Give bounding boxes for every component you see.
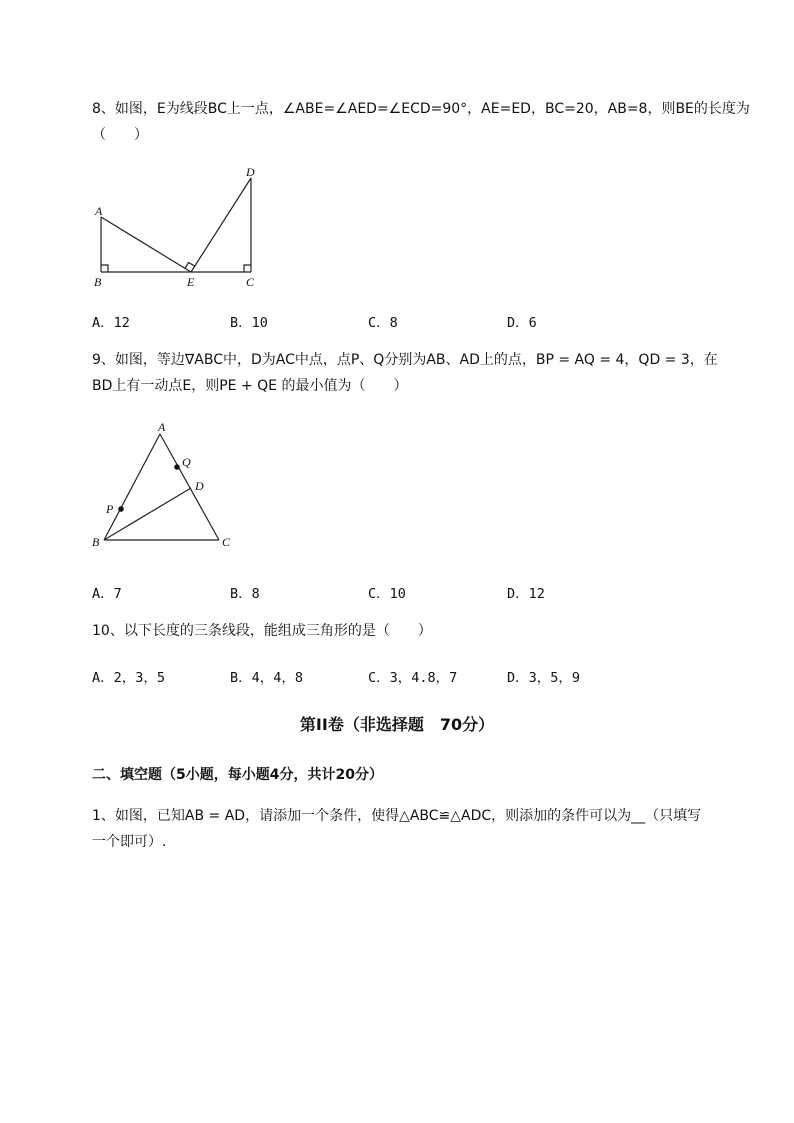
q8-segment-ae <box>101 217 191 272</box>
q9-segment-bd <box>104 488 191 540</box>
q8-option-a: A．12 <box>92 315 130 331</box>
q9-option-a: A．7 <box>92 586 122 602</box>
q9-point-q <box>174 464 180 470</box>
q8-right-angle-b <box>101 265 108 272</box>
q8-label-d: D <box>246 165 255 179</box>
fill1-text-line1: 1、如图，已知AB = AD，请添加一个条件，使得△ABC≌△ADC，则添加的条件可以为__（只填写 <box>92 808 702 824</box>
q8-label-e: E <box>187 275 195 289</box>
section-title: 第II卷（非选择题 70分） <box>299 715 495 734</box>
q8-option-c: C．8 <box>368 315 398 331</box>
q9-label-c: C <box>222 535 231 549</box>
q8-option-d: D．6 <box>507 315 537 331</box>
q9-text-line2: BD上有一动点E，则PE + QE 的最小值为（ ） <box>92 378 408 394</box>
section-subtitle: 二、填空题（5小题，每小题4分，共计20分） <box>92 767 383 783</box>
q9-figure <box>88 418 248 556</box>
q10-option-c: C．3，4.8，7 <box>368 670 458 686</box>
q8-label-b: B <box>94 275 102 289</box>
q10-option-d: D．3，5，9 <box>507 670 581 686</box>
q10-option-b: B．4，4，8 <box>230 670 304 686</box>
q9-option-d: D．12 <box>507 586 545 602</box>
q9-label-p: P <box>106 502 114 516</box>
q9-point-p <box>118 506 124 512</box>
q9-segment-ab <box>104 434 160 540</box>
q8-option-b: B．10 <box>230 315 268 331</box>
q8-label-a: A <box>95 204 103 218</box>
q9-label-a: A <box>158 420 166 434</box>
q8-segment-ed <box>191 178 251 272</box>
q8-text-line2: （ ） <box>92 127 148 143</box>
q9-label-b: B <box>92 535 100 549</box>
q9-text-line1: 9、如图，等边∇ABC中，D为AC中点，点P、Q分别为AB、AD上的点，BP = AQ = 4，QD = 3，在 <box>92 352 718 368</box>
q8-right-angle-c <box>244 265 251 272</box>
q8-label-c: C <box>246 275 255 289</box>
q10-text: 10、以下长度的三条线段，能组成三角形的是（ ） <box>92 623 432 639</box>
fill1-text-line2: 一个即可）. <box>92 834 167 850</box>
q8-text-line1: 8、如图，E为线段BC上一点，∠ABE=∠AED=∠ECD=90°，AE=ED，BC=20，AB=8，则BE的长度为 <box>92 101 750 117</box>
q9-label-d: D <box>195 479 204 493</box>
q8-right-angle-e <box>185 263 195 269</box>
q9-option-c: C．10 <box>368 586 406 602</box>
q9-segment-ac <box>160 434 219 540</box>
q9-label-q: Q <box>182 455 191 469</box>
q8-figure <box>88 160 268 292</box>
q10-option-a: A．2，3，5 <box>92 670 166 686</box>
q9-option-b: B．8 <box>230 586 260 602</box>
